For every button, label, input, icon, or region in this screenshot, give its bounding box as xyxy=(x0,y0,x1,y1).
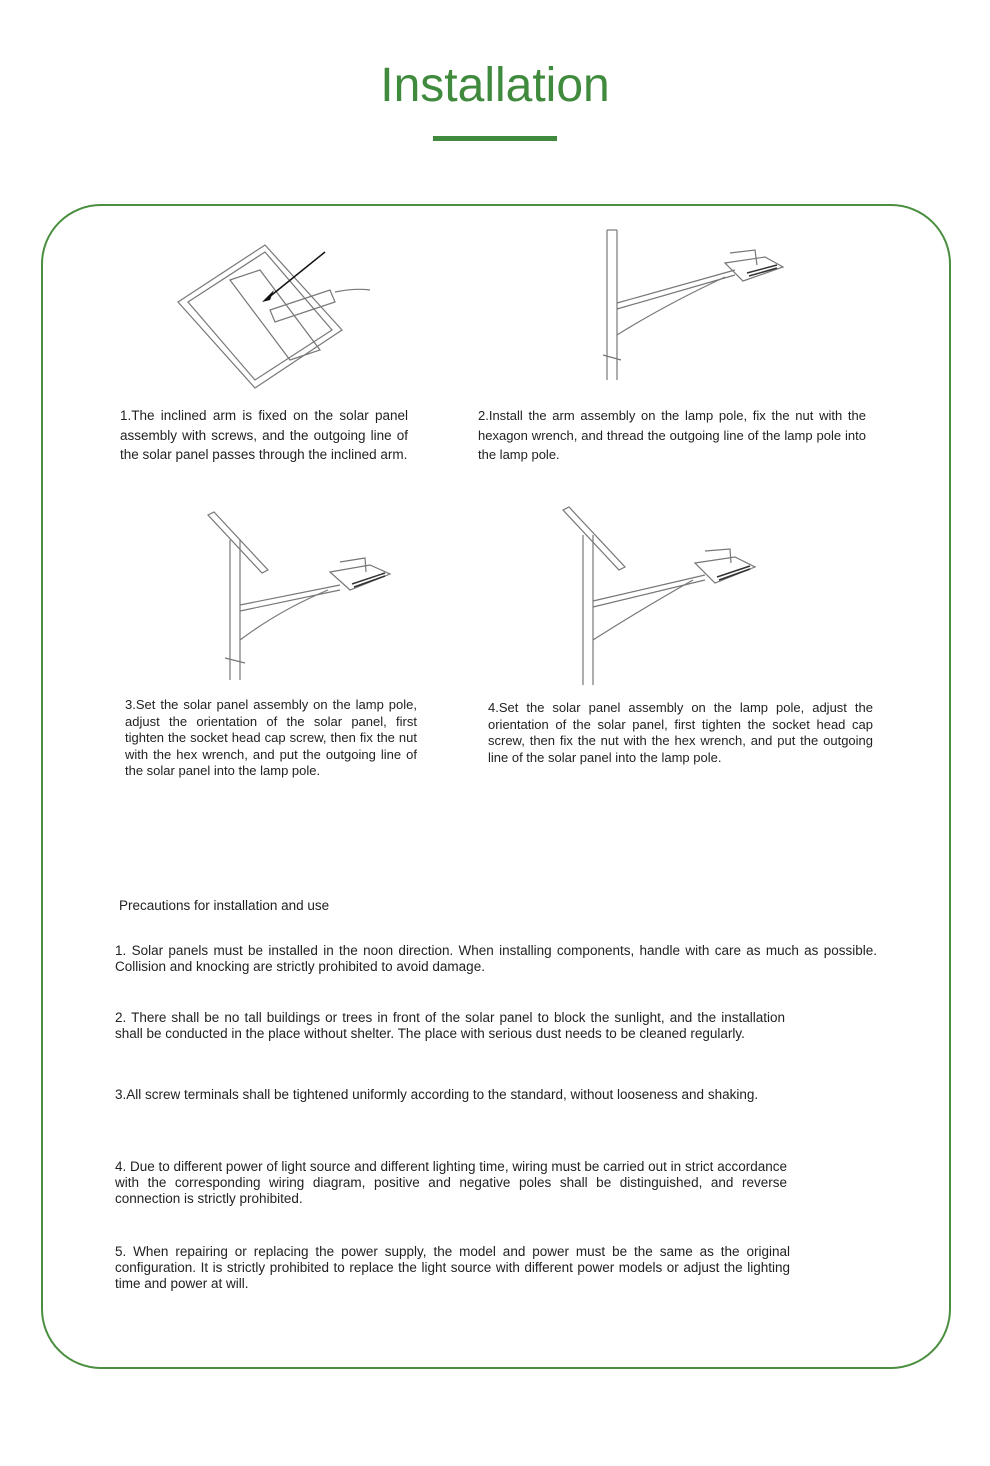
pole-assembly-illustration xyxy=(200,510,400,690)
precaution-item-1: 1. Solar panels must be installed in the noon direction. When installing components, handle with care as much as possible. Collision and knocking are strictly prohibited to avoid damage. xyxy=(115,943,877,974)
step-1-text: 1.The inclined arm is fixed on the solar panel assembly with screws, and the outgoing line of the solar panel passes through the inclined arm. xyxy=(120,408,408,462)
step-3-text: 3.Set the solar panel assembly on the lamp pole, adjust the orientation of the solar panel, first tighten the socket head cap screw, then fix the nut with the hex wrench, and put the outgoing line of the solar panel into the lamp pole. xyxy=(125,697,417,778)
step-2-text: 2.Install the arm assembly on the lamp pole, fix the nut with the hexagon wrench, and thread the outgoing line of the lamp pole into the lamp pole. xyxy=(478,408,866,462)
precaution-item-2: 2. There shall be no tall buildings or trees in front of the solar panel to block the sunlight, and the installation shall be conducted in the place without shelter. The place with serious dust needs to be cleaned regularly. xyxy=(115,1010,785,1041)
precaution-item-5: 5. When repairing or replacing the power supply, the model and power must be the same as the original configuration. It is strictly prohibited to replace the light source with different power models or adjust the lighting time and power at will. xyxy=(115,1244,790,1291)
step-4-text: 4.Set the solar panel assembly on the lamp pole, adjust the orientation of the solar panel, first tighten the socket head cap screw, then fix the nut with the hex wrench, and put the outgoing line of the solar panel into the lamp pole. xyxy=(488,700,873,765)
solar-panel-arm-illustration xyxy=(170,240,380,390)
title-underline xyxy=(433,136,557,141)
page-title: Installation xyxy=(380,59,610,112)
precaution-item-3: 3.All screw terminals shall be tightened uniformly according to the standard, without looseness and shaking. xyxy=(115,1087,759,1102)
pole-assembly-illustration-final xyxy=(555,505,765,690)
precaution-item-4: 4. Due to different power of light source and different lighting time, wiring must be carried out in strict accordance with the corresponding wiring diagram, positive and negative poles shall be distinguished, and reverse connection is strictly prohibited. xyxy=(115,1159,787,1206)
lamp-arm-illustration xyxy=(595,225,795,385)
precautions-title: Precautions for installation and use xyxy=(119,898,330,913)
